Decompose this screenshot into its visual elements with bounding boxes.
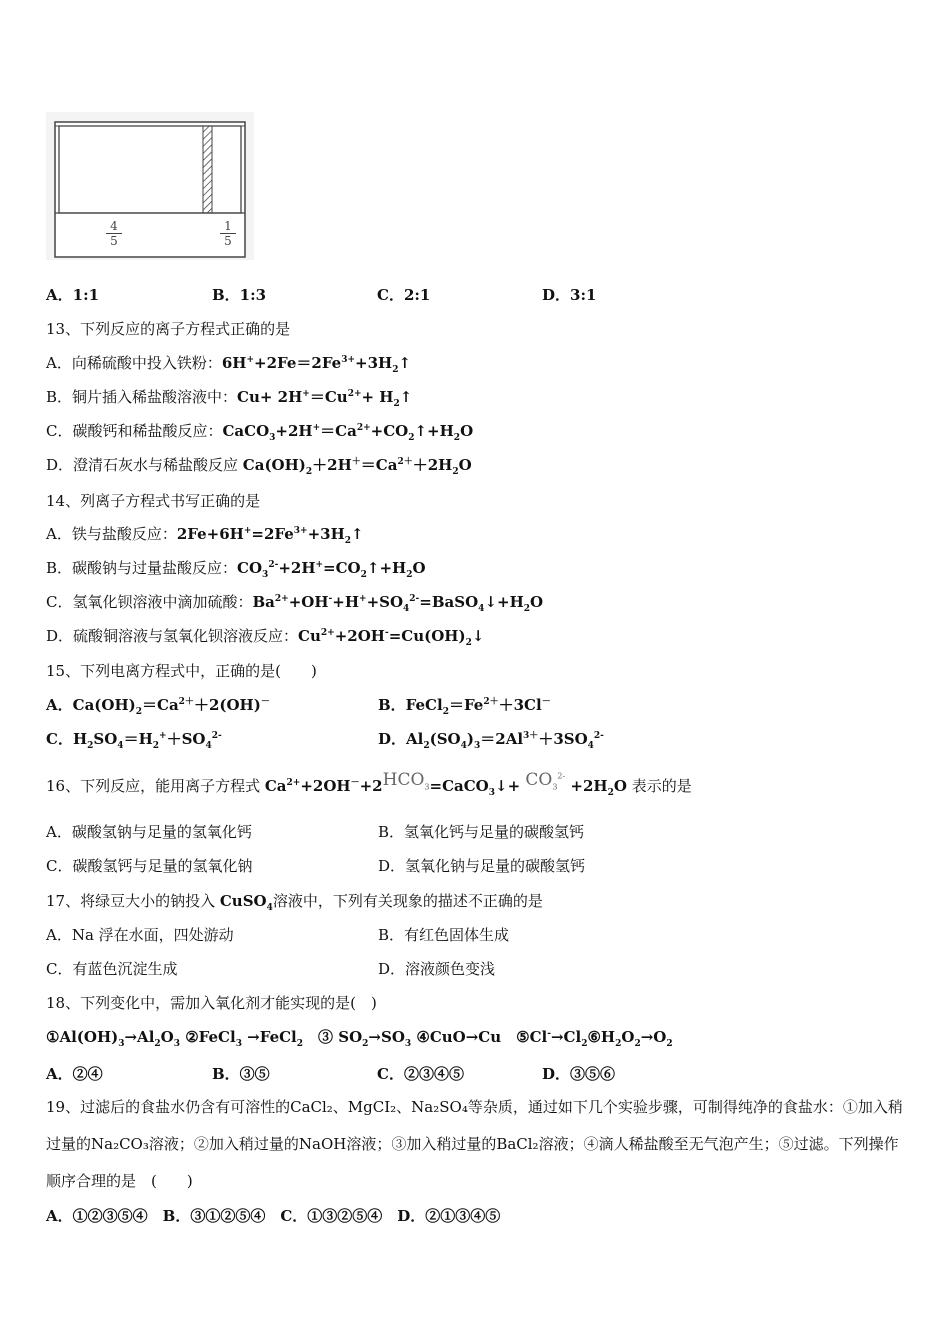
- q12-option-a[interactable]: A．1:1: [46, 286, 100, 304]
- q14-option-c[interactable]: C．氢氧化钡溶液中滴加硫酸：$Ba^{2+}+OH^-+H^++SO_4^{2-}=BaSO_4↓+H_2O$: [46, 593, 544, 614]
- fraction-right: 1 5: [220, 219, 236, 248]
- q16-option-a[interactable]: A．碳酸氢钠与足量的氢氧化钙: [46, 823, 252, 841]
- q17-stem: 17、将绿豆大小的钠投入 CuSO$_4$溶液中，下列有关现象的描述不正确的是: [46, 892, 543, 913]
- q13-option-c[interactable]: C．碳酸钙和稀盐酸反应：$CaCO_3+2H^+=Ca^{2+}+CO_2↑+H_2O$: [46, 422, 474, 443]
- q14-option-d[interactable]: D．硫酸铜溶液与氢氧化钡溶液反应：$Cu^{2+}+2OH^-=Cu(OH)_2↓$: [46, 627, 485, 648]
- q18-option-a[interactable]: A．②④: [46, 1065, 103, 1083]
- q18-option-d[interactable]: D．③⑤⑥: [542, 1065, 616, 1083]
- q13-stem: 13、下列反应的离子方程式正确的是: [46, 320, 291, 338]
- reaction-vessel-figure: [46, 112, 254, 260]
- q19-stem: 19、过滤后的食盐水仍含有可溶性的CaCl₂、MgCI₂、Na₂SO₄等杂质，通过如下几个实验步骤，可制得纯净的食盐水：①加入稍过量的Na₂CO₃溶液；②加入稍过量的NaOH溶液；③加入稍过量的BaCl₂溶液；④滴人稀盐酸至无气泡产生；⑤过滤。下列操作顺序合理的是 ( ): [46, 1098, 903, 1190]
- q16-stem: 16、下列反应，能用离子方程式 $Ca^{2+}+2OH^-+2HCO_3=CaCO_3↓+ CO_3^{2-} +2H_2O$ 表示的是: [46, 770, 692, 798]
- q15-option-a[interactable]: A．$Ca(OH)_2=Ca^{2+}+2(OH)^-$: [46, 696, 270, 717]
- q18-stem: 18、下列变化中，需加入氧化剂才能实现的是( ): [46, 994, 377, 1012]
- q17-option-b[interactable]: B．有红色固体生成: [378, 926, 510, 944]
- q19-options[interactable]: A．①②③⑤④ B．③①②⑤④ C．①③②⑤④ D．②①③④⑤: [46, 1207, 501, 1225]
- q15-option-d[interactable]: D．$Al_2(SO_4)_3=2Al^{3+}+3SO_4^{2-}$: [378, 730, 604, 751]
- q14-option-b[interactable]: B．碳酸钠与过量盐酸反应：$CO_3^{2-}+2H^+=CO_2↑+H_2O$: [46, 559, 426, 580]
- q14-stem: 14、列离子方程式书写正确的是: [46, 492, 261, 510]
- q17-option-a[interactable]: A．Na 浮在水面，四处游动: [46, 926, 234, 944]
- q16-option-d[interactable]: D．氢氧化钠与足量的碳酸氢钙: [378, 857, 586, 875]
- fraction-left: 4 5: [106, 219, 122, 248]
- q12-option-b[interactable]: B．1:3: [212, 286, 267, 304]
- q12-option-c[interactable]: C．2:1: [377, 286, 431, 304]
- q14-option-a[interactable]: A．铁与盐酸反应：$2Fe+6H^+=2Fe^{3+}+3H_2↑$: [46, 525, 364, 546]
- q17-option-d[interactable]: D．溶液颜色变浅: [378, 960, 496, 978]
- q15-stem: 15、下列电离方程式中，正确的是( ): [46, 662, 317, 680]
- q13-option-b[interactable]: B．铜片插入稀盐酸溶液中：$Cu+ 2H^+=Cu^{2+}+$ $H_2↑$: [46, 388, 413, 409]
- q16-option-b[interactable]: B．氢氧化钙与足量的碳酸氢钙: [378, 823, 585, 841]
- q18-transformations: $①Al(OH)_3\to Al_2O_3$ ②FeCl$_3$ →FeCl$_2$ ③ $SO_2\to SO_3$ ④CuO→Cu $⑤Cl^-\to Cl_2⑥H_2O_2\to O_2$: [46, 1028, 673, 1049]
- q12-option-d[interactable]: D．3:1: [542, 286, 597, 304]
- q15-option-b[interactable]: B．$FeCl_2=Fe^{2+}+3Cl^-$: [378, 696, 551, 717]
- q13-option-a[interactable]: A．向稀硫酸中投入铁粉：$6H^++2Fe=2Fe^{3+}+3H_2↑$: [46, 354, 412, 375]
- q18-option-c[interactable]: C．②③④⑤: [377, 1065, 464, 1083]
- q18-option-b[interactable]: B．③⑤: [212, 1065, 270, 1083]
- q17-option-c[interactable]: C．有蓝色沉淀生成: [46, 960, 178, 978]
- q13-option-d[interactable]: D．澄清石灰水与稀盐酸反应 $Ca(OH)_2+2H^+=Ca^{2+}+2H_2O$: [46, 456, 472, 477]
- q15-option-c[interactable]: C．$H_2SO_4=H_2^++SO_4^{2-}$: [46, 730, 222, 751]
- q16-option-c[interactable]: C．碳酸氢钙与足量的氢氧化钠: [46, 857, 253, 875]
